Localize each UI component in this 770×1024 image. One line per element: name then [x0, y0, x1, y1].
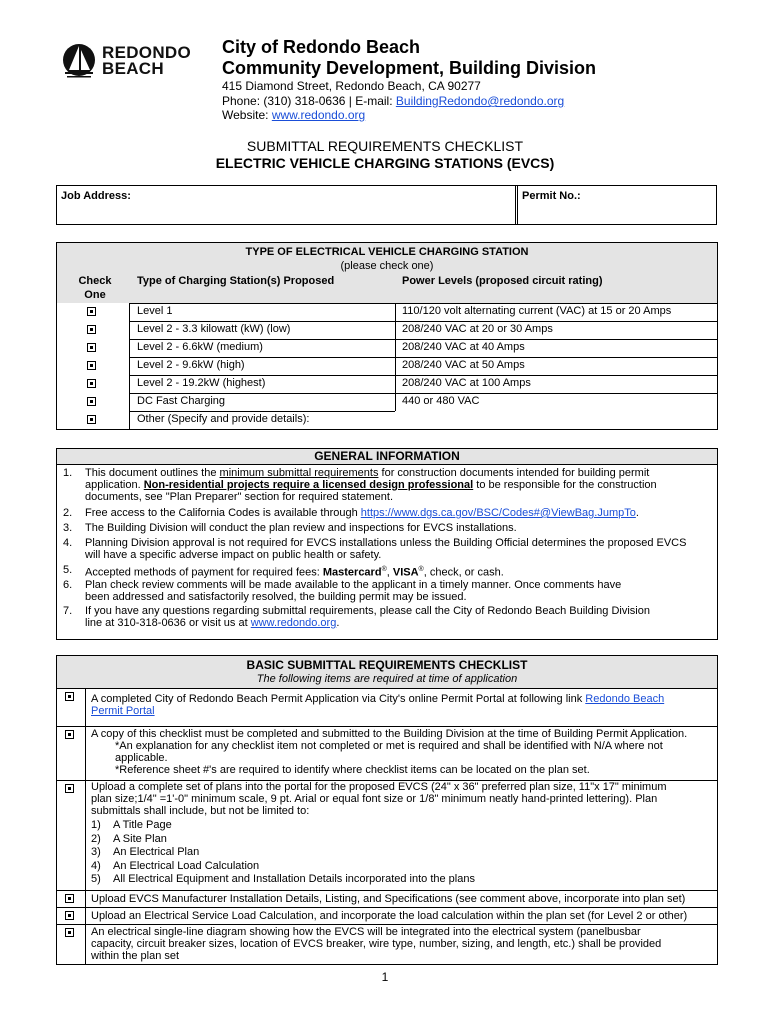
website-label: Website:	[222, 108, 272, 122]
station-type: Level 2 - 9.6kW (high)	[137, 359, 245, 371]
checklist-copy-checkbox[interactable]	[65, 730, 74, 739]
level2-highest-checkbox[interactable]	[87, 379, 96, 388]
requirement-row: A copy of this checklist must be completed and submitted to the Building Division at the time of Building Permit Application. *An explanation for any checklist item not completed or met is required and shall be identified with N/A where not applicable. *Reference sheet #'s are required to identify where checklist items can be located on the plan set.	[57, 727, 717, 781]
general-information-section: GENERAL INFORMATION 1. This document outlines the minimum submittal requirements for construction documents intended for building permit application. Non-residential projects require a licensed design professional to be responsible for the construction documents, see "Plan Preparer" section for required statement. 2. Free access to the California Codes is available through https://www.dgs.ca.gov/BSC/Codes#@ViewBag.JumpTo. 3. The Building Division will conduct the plan review and inspections for EVCS installations. 4. Planning Division approval is not required for EVCS installations unless the Building Official determines the proposed EVCS will have a specific adverse impact on public health or safety. 5. Accepted methods of payment for required fees: Mastercard®, VISA®, check, or cash. 6. Plan check review comments will be made available to the applicant in a timely manner. Once comments have been addressed and satisfactorily resolved, the building permit may be issued. 7. If you have any questions regarding submittal requirements, please call the City of Redondo Beach Building Division line at 310-318-0636 or visit us at www.redondo.org.	[56, 448, 718, 640]
logo-line-1: REDONDO	[102, 43, 191, 62]
station-type: Level 2 - 19.2kW (highest)	[137, 377, 266, 389]
ev-row	[57, 375, 717, 393]
city-title: City of Redondo Beach	[222, 37, 421, 57]
logo-wordmark	[102, 45, 191, 77]
basic-requirements-section	[56, 655, 718, 965]
ca-codes-link[interactable]: https://www.dgs.ca.gov/BSC/Codes#@ViewBag.JumpTo	[360, 507, 636, 519]
requirement-row: An electrical single-line diagram showing how the EVCS will be integrated into the electrical system (panelbusbar capacity, circuit breaker sizes, location of EVCS breaker, wire type, number, sizing, and length, etc.) shall be provided within the plan set	[57, 925, 717, 964]
level2-high-checkbox[interactable]	[87, 361, 96, 370]
website-link[interactable]: www.redondo.org	[271, 108, 366, 122]
logo-line-2: BEACH	[102, 59, 164, 78]
permit-portal-link-2[interactable]: Permit Portal	[91, 705, 155, 717]
power-level: 208/240 VAC at 40 Amps	[402, 341, 525, 353]
ev-table-subheading: (please check one)	[340, 260, 434, 272]
level2-medium-checkbox[interactable]	[87, 343, 96, 352]
ev-row	[57, 321, 717, 339]
city-logo	[62, 42, 192, 82]
station-type: DC Fast Charging	[137, 395, 226, 407]
ev-row	[57, 303, 717, 321]
col-type-header: Type of Charging Station(s) Proposed	[137, 275, 335, 287]
single-line-diagram-checkbox[interactable]	[65, 928, 74, 937]
station-type: Other (Specify and provide details):	[137, 413, 310, 425]
basic-requirements-subheading: The following items are required at time of application	[256, 673, 518, 685]
level2-low-checkbox[interactable]	[87, 325, 96, 334]
power-level: 440 or 480 VAC	[402, 395, 480, 407]
col-check-line-2: One	[84, 289, 106, 301]
job-address-field[interactable]	[56, 185, 518, 225]
permit-portal-link[interactable]: Redondo Beach	[585, 693, 665, 705]
other-checkbox[interactable]	[87, 415, 96, 424]
level1-checkbox[interactable]	[87, 307, 96, 316]
job-address-label: Job Address:	[61, 190, 131, 202]
col-check-header	[73, 274, 117, 302]
plans-upload-checkbox[interactable]	[65, 784, 74, 793]
station-type: Level 2 - 6.6kW (medium)	[137, 341, 263, 353]
station-type: Level 2 - 3.3 kilowatt (kW) (low)	[137, 323, 291, 335]
requirement-row: A completed City of Redondo Beach Permit Application via City's online Permit Portal at following link Redondo Beach Permit Portal	[57, 689, 717, 727]
requirement-row: Upload EVCS Manufacturer Installation Details, Listing, and Specifications (see comment above, incorporate into plan set)	[57, 891, 717, 908]
permit-number-field[interactable]	[515, 185, 717, 225]
ev-row	[57, 393, 717, 411]
redondo-website-link[interactable]: www.redondo.org	[250, 617, 337, 629]
manufacturer-details-checkbox[interactable]	[65, 894, 74, 903]
dc-fast-checkbox[interactable]	[87, 397, 96, 406]
ev-station-table	[56, 242, 718, 430]
contact-line	[222, 94, 564, 108]
permit-application-checkbox[interactable]	[65, 692, 74, 701]
col-check-line-1: Check	[78, 275, 112, 287]
ev-row	[57, 411, 717, 429]
checklist-subtitle: ELECTRIC VEHICLE CHARGING STATIONS (EVCS)	[215, 155, 555, 171]
ev-row	[57, 339, 717, 357]
division-title: Community Development, Building Division	[222, 58, 597, 78]
email-link[interactable]: BuildingRedondo@redondo.org	[395, 94, 565, 108]
address-line: 415 Diamond Street, Redondo Beach, CA 90277	[222, 79, 481, 93]
power-level: 208/240 VAC at 100 Amps	[402, 377, 531, 389]
website-line	[222, 108, 365, 122]
ev-table-heading: TYPE OF ELECTRICAL VEHICLE CHARGING STATION	[245, 246, 529, 258]
checklist-title: SUBMITTAL REQUIREMENTS CHECKLIST	[246, 138, 524, 154]
phone-text: Phone: (310) 318-0636 | E-mail:	[222, 94, 396, 108]
ev-row	[57, 357, 717, 375]
power-level: 208/240 VAC at 20 or 30 Amps	[402, 323, 553, 335]
general-info-heading: GENERAL INFORMATION	[57, 449, 717, 465]
basic-requirements-header	[57, 656, 717, 689]
power-level: 110/120 volt alternating current (VAC) at 15 or 20 Amps	[402, 305, 672, 317]
power-level: 208/240 VAC at 50 Amps	[402, 359, 525, 371]
sailboat-logo-icon	[62, 42, 98, 82]
station-type: Level 1	[137, 305, 173, 317]
permit-number-label: Permit No.:	[522, 190, 581, 202]
requirement-row: Upload a complete set of plans into the portal for the proposed EVCS (24" x 36" preferred plan size, 11"x 17" minimum plan size;1/4" =1'-0" minimum scale, 9 pt. Arial or equal font size or 1/8" minimum neatly hand-printed lettering). Plan submittals shall include, but not be limited to: 1) A Title Page 2) A Site Plan 3) An Electrical Plan 4) An Electrical Load Calculation 5) All Electrical Equipment and Installation Details incorporated into the plans	[57, 781, 717, 891]
load-calculation-checkbox[interactable]	[65, 911, 74, 920]
basic-requirements-heading: BASIC SUBMITTAL REQUIREMENTS CHECKLIST	[246, 658, 528, 672]
col-power-header: Power Levels (proposed circuit rating)	[402, 275, 603, 287]
page-number: 1	[381, 970, 389, 984]
requirement-row: Upload an Electrical Service Load Calculation, and incorporate the load calculation within the plan set (for Level 2 or other)	[57, 908, 717, 925]
